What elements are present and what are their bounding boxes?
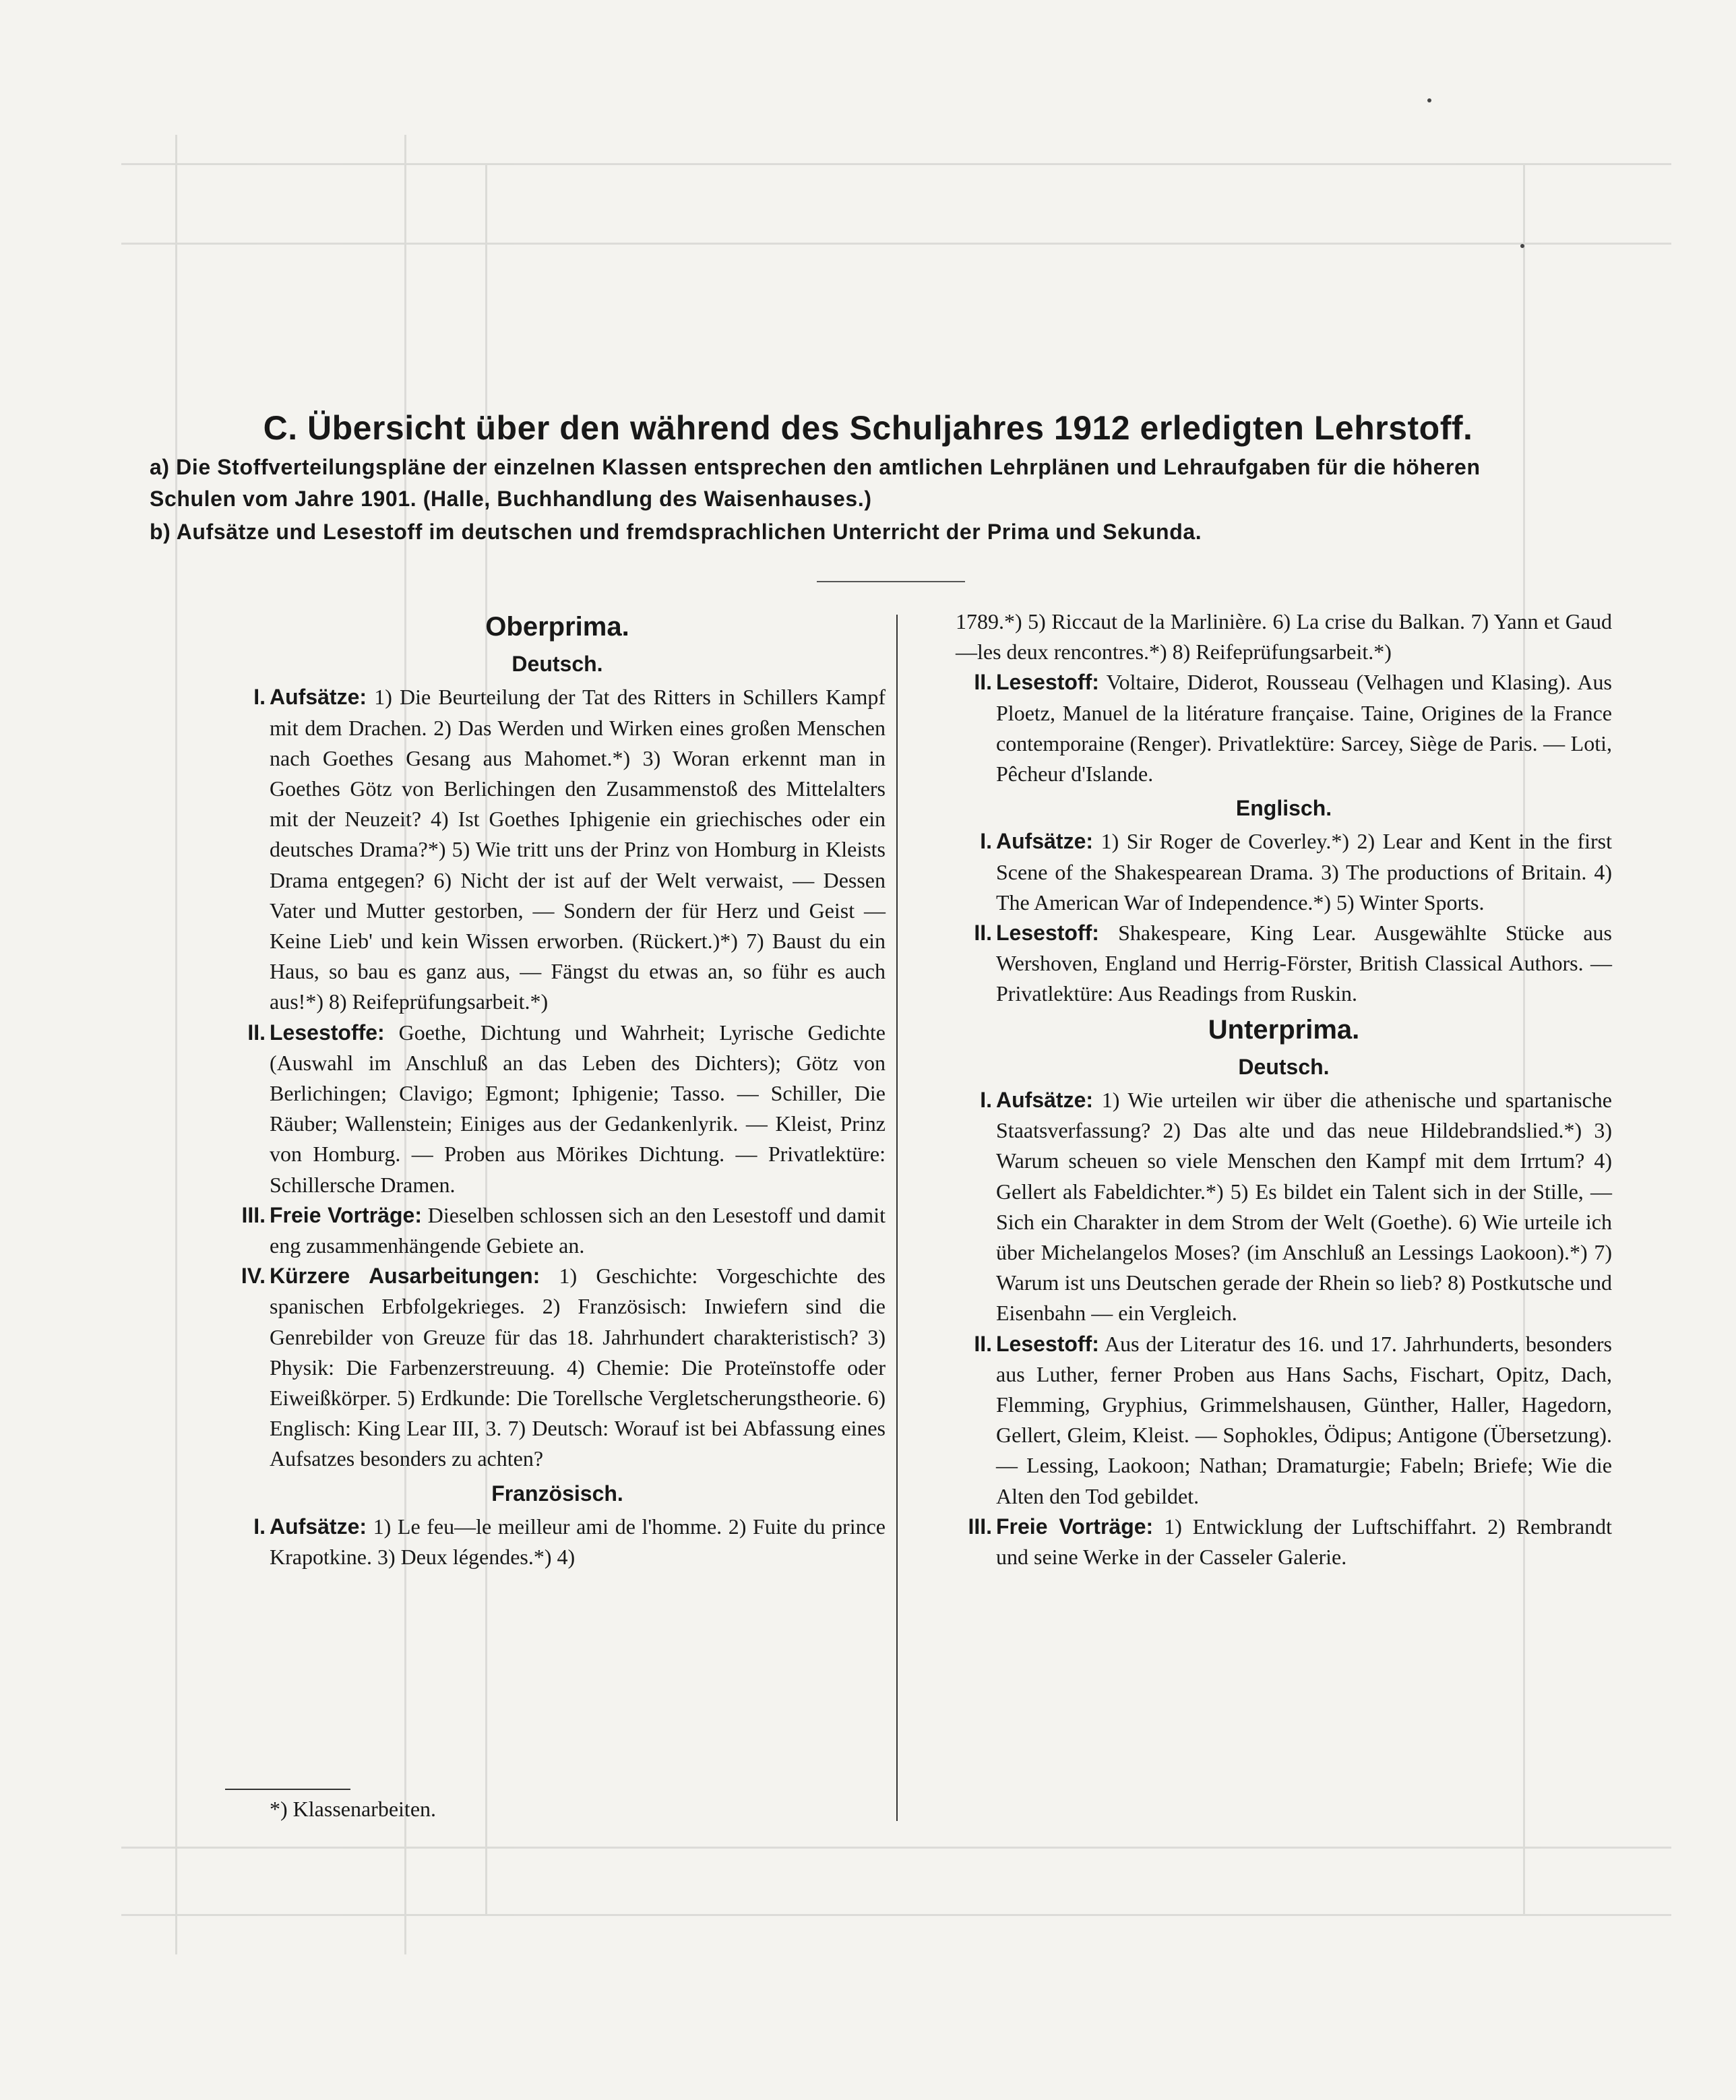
note-b-text: Aufsätze und Lesestoff im deutschen und fremdsprachlichen Unterricht der Prima und Sekunda.	[176, 520, 1202, 544]
subject-heading-deutsch: Deutsch.	[1238, 1054, 1330, 1079]
list-item: II. Lesestoffe: Goethe, Dichtung und Wahrheit; Lyrische Gedichte (Auswahl im Anschluß an das Leben des Dichters); Götz von Berlichingen; Clavigo; Egmont; Iphigenie; Tasso. — Schiller, Die Räuber; Wallenstein; Einiges aus der Gedankenlyrik. — Kleist, Prinz von Homburg. — Proben aus Mörikes Dichtung. — Privatlektüre: Schillersche Dramen.	[247, 1020, 886, 1197]
note-b-label: b)	[150, 520, 171, 544]
list-item: II. Lesestoff: Aus der Literatur des 16. und 17. Jahrhunderts, besonders aus Luther, ferner Proben aus Hans Sachs, Fischart, Opitz, Dach, Flemming, Gryphius, Grimmelshausen, Günther, Haller, Hagedorn, Gellert, Gleim, Kleist. — Sophokles, Ödipus; Antigone (Übersetzung). — Lessing, Laokoon; Nathan; Dramaturgie; Fabeln; Briefe; Wie die Alten den Tod gebildet.	[974, 1331, 1613, 1508]
list-item: III. Freie Vorträge: 1) Entwicklung der Luftschiffahrt. 2) Rembrandt und seine Werke in der Casseler Galerie.	[968, 1514, 1613, 1570]
list-item: I. Aufsätze: 1) Die Beurteilung der Tat des Ritters in Schillers Kampf mit dem Drachen. 2) Das Werden und Wirken eines großen Menschen nach Goethes Gesang aus Mahomet.*) 3) Woran erkennt man in Goethes Götz von Berlichingen den Zusammenstoß des Mittelalters mit der Neuzeit? 4) Ist Goethes Iphigenie ein griechisches oder ein deutsches Drama?*) 5) Wie tritt uns der Prinz von Homburg in Kleists Drama entgegen? 6) Nicht der ist auf der Welt verwaist, — Dessen Vater und Mutter gestorben, — Sondern der für Herz und Geist — Keine Lieb' und kein Wissen erworben. (Rückert.)*) 7) Baust du ein Haus, so bau es ganz aus, — Fängst du etwas an, so führ es auch aus!*) 8) Reifeprüfungsarbeit.*)	[253, 685, 886, 1014]
note-b	[150, 516, 1572, 548]
page-title: C. Übersicht über den während des Schuljahres 1912 erledigten Lehrstoff.	[263, 408, 1473, 447]
footnote-rule	[225, 1789, 350, 1790]
subject-heading-franzoesisch: Französisch.	[491, 1481, 623, 1506]
footnote: *) Klassenarbeiten.	[270, 1797, 437, 1821]
left-column	[229, 607, 886, 1572]
continued-text: 1789.*) 5) Riccaut de la Marlinière. 6) La crise du Balkan. 7) Yann et Gaud—les deux rencontres.*) 8) Reifeprüfungsarbeit.*)	[956, 609, 1612, 665]
list-item: IV. Kürzere Ausarbeitungen: 1) Geschichte: Vorgeschichte des spanischen Erbfolgekrieges. 2) Französisch: Inwiefern sind die Genrebilder von Greuze für das 18. Jahrhundert charakteristisch? 3) Physik: Die Farbenzerstreuung. 4) Chemie: Die Proteïnstoffe oder Eiweißkörper. 5) Erdkunde: Die Torellsche Vergletscherungstheorie. 6) Englisch: King Lear III, 3. 7) Deutsch: Worauf ist bei Abfassung eines Aufsatzes besonders zu achten?	[241, 1264, 886, 1471]
note-a	[150, 452, 1572, 515]
right-column	[956, 607, 1612, 1572]
list-item: II. Lesestoff: Shakespeare, King Lear. Ausgewählte Stücke aus Wershoven, England und Herrig-Förster, British Classical Authors. — Privatlektüre: Aus Readings from Ruskin.	[974, 921, 1613, 1006]
list-item: I. Aufsätze: 1) Wie urteilen wir über die athenische und spartanische Staatsverfassung? 2) Das alte und das neue Hildebrandslied.*) 3) Warum scheuen so viele Menschen den Kampf mit dem Irrtum? 4) Gellert als Fabeldichter.*) 5) Es bildet ein Talent sich in der Stille, — Sich ein Charakter in dem Strom der Welt (Goethe). 6) Wie urteile ich über Michelangelos Moses? (im Anschluß an Lessings Laokoon).*) 7) Warum ist uns Deutschen gerade der Rhein so lieb? 8) Postkutsche und Eisenbahn — ein Vergleich.	[980, 1088, 1613, 1326]
column-divider	[896, 615, 898, 1821]
section-oberprima-title: Oberprima.	[485, 612, 629, 642]
list-item: I. Aufsätze: 1) Le feu—le meilleur ami de l'homme. 2) Fuite du prince Krapotkine. 3) Deux légendes.*) 4)	[253, 1514, 886, 1570]
subject-heading-deutsch: Deutsch.	[512, 652, 603, 677]
list-item: III. Freie Vorträge: Dieselben schlossen sich an den Lesestoff und damit eng zusammenhängende Gebiete an.	[241, 1202, 886, 1258]
subject-heading-englisch: Englisch.	[1235, 796, 1332, 821]
note-a-text: Die Stoffverteilungspläne der einzelnen Klassen entsprechen den amtlichen Lehrplänen und Lehraufgaben für die höheren Schulen vom Jahre 1901. (Halle, Buchhandlung des Waisenhauses.)	[150, 455, 1481, 511]
list-item: I. Aufsätze: 1) Sir Roger de Coverley.*) 2) Lear and Kent in the first Scene of the Shakespearean Drama. 3) The productions of Britain. 4) The American War of Independence.*) 5) Winter Sports.	[980, 829, 1613, 915]
note-a-label: a)	[150, 455, 170, 479]
section-rule	[817, 581, 965, 582]
list-item: II. Lesestoff: Voltaire, Diderot, Rousseau (Velhagen und Klasing). Aus Ploetz, Manuel de la litérature française. Taine, Origines de la France contemporaine (Renger). Privatlektüre: Sarcey, Siège de Paris. — Loti, Pêcheur d'Islande.	[974, 670, 1613, 786]
section-unterprima-title: Unterprima.	[1208, 1014, 1360, 1045]
